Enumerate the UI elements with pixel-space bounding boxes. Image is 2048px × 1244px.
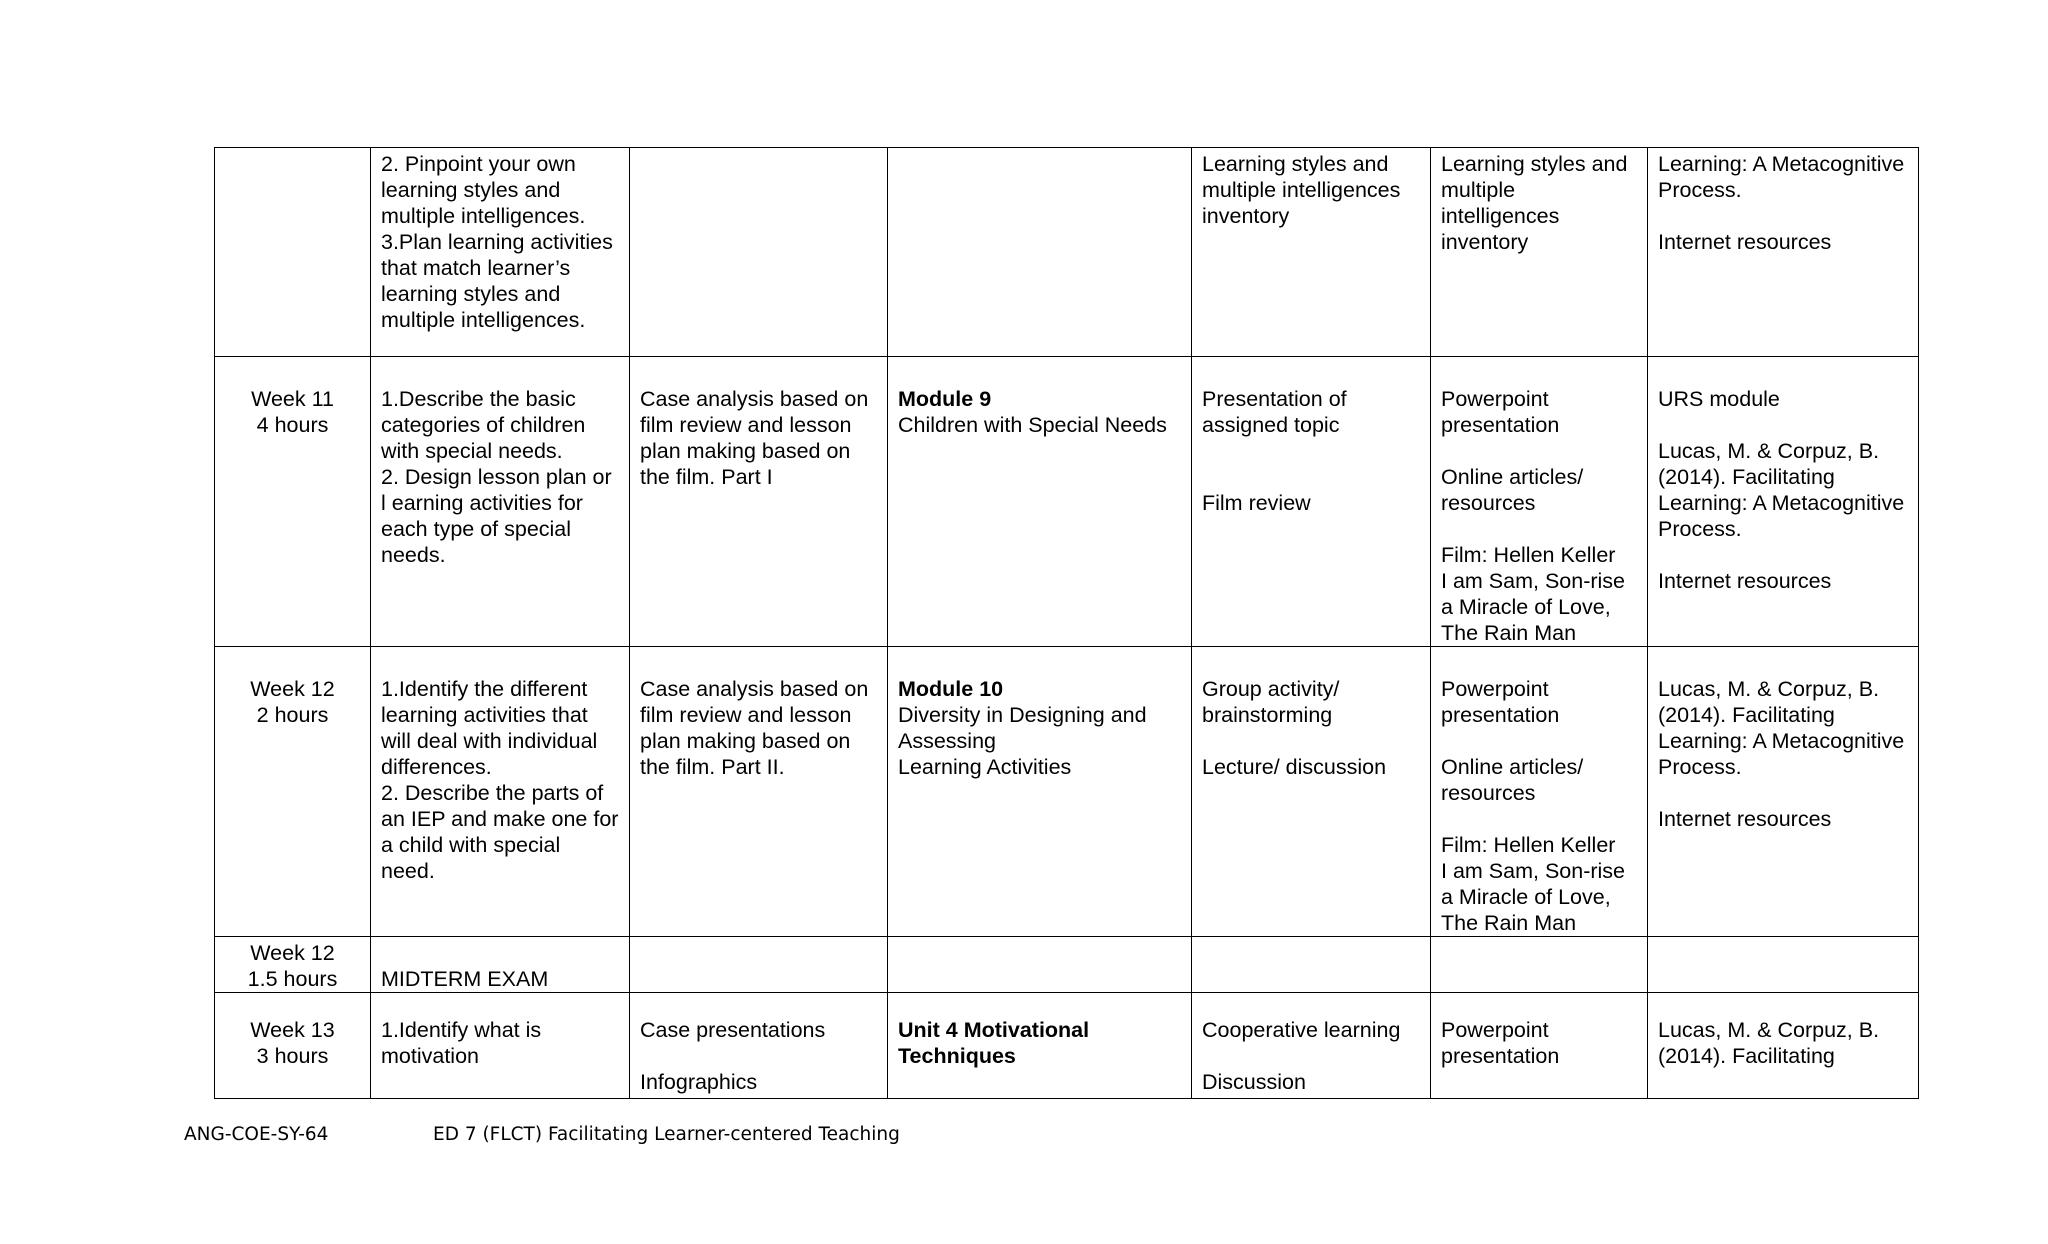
week-cell: Week 12 2 hours (215, 647, 371, 937)
materials-cell: Powerpoint presentation Online articles/ resources Film: Hellen Keller I am Sam, Son-rise a Miracle of Love, The Rain Man (1431, 647, 1648, 937)
footer-course-title: ED 7 (FLCT) Facilitating Learner-centered Teaching (433, 1124, 900, 1145)
objectives-cell: 1.Describe the basic categories of children with special needs. 2. Design lesson plan or l earning activities for each type of special needs. (371, 357, 630, 647)
table-row (215, 148, 1919, 357)
references-cell: Learning: A Metacognitive Process. Internet resources (1648, 148, 1919, 357)
topic-cell (888, 148, 1192, 357)
activities-cell: Learning styles and multiple intelligences inventory (1192, 148, 1431, 357)
week-cell: Week 11 4 hours (215, 357, 371, 647)
outcome-cell: Case analysis based on film review and lesson plan making based on the film. Part II. (630, 647, 888, 937)
activities-cell (1192, 937, 1431, 993)
topic-cell (888, 357, 1192, 647)
table-row (215, 993, 1919, 1099)
activities-cell: Cooperative learning Discussion (1192, 993, 1431, 1099)
table-row (215, 357, 1919, 647)
topic-cell (888, 937, 1192, 993)
objectives-cell: MIDTERM EXAM (371, 937, 630, 993)
materials-cell: Learning styles and multiple intelligences inventory (1431, 148, 1648, 357)
table-row (215, 937, 1919, 993)
syllabus-table (214, 147, 1919, 1099)
materials-cell: Powerpoint presentation Online articles/ resources Film: Hellen Keller I am Sam, Son-rise a Miracle of Love, The Rain Man (1431, 357, 1648, 647)
outcome-cell: Case analysis based on film review and lesson plan making based on the film. Part I (630, 357, 888, 647)
topic-title: Module 10 (898, 677, 1004, 701)
topic-title: Unit 4 Motivational Techniques (898, 1018, 1090, 1068)
week-cell: Week 13 3 hours (215, 993, 371, 1099)
topic-cell (888, 993, 1192, 1099)
objectives-cell: 1.Identify the different learning activities that will deal with individual differences. 2. Describe the parts of an IEP and make one for a child with special need. (371, 647, 630, 937)
footer-document-code: ANG-COE-SY-64 (184, 1124, 329, 1145)
outcome-cell: Case presentations Infographics (630, 993, 888, 1099)
references-cell: Lucas, M. & Corpuz, B. (2014). Facilitating (1648, 993, 1919, 1099)
references-cell (1648, 937, 1919, 993)
references-cell: URS module Lucas, M. & Corpuz, B. (2014). Facilitating Learning: A Metacognitive Process. Internet resources (1648, 357, 1919, 647)
outcome-cell (630, 937, 888, 993)
week-cell (215, 148, 371, 357)
materials-cell (1431, 937, 1648, 993)
materials-cell: Powerpoint presentation (1431, 993, 1648, 1099)
activities-cell: Group activity/ brainstorming Lecture/ discussion (1192, 647, 1431, 937)
outcome-cell (630, 148, 888, 357)
objectives-cell: 1.Identify what is motivation (371, 993, 630, 1099)
objectives-cell: 2. Pinpoint your own learning styles and multiple intelligences. 3.Plan learning activities that match learner’s learning styles and multiple intelligences. (371, 148, 630, 357)
topic-cell (888, 647, 1192, 937)
activities-cell: Presentation of assigned topic Film review (1192, 357, 1431, 647)
week-cell: Week 12 1.5 hours (215, 937, 371, 993)
topic-text: Children with Special Needs (898, 413, 1167, 437)
references-cell: Lucas, M. & Corpuz, B. (2014). Facilitating Learning: A Metacognitive Process. Internet resources (1648, 647, 1919, 937)
topic-text: Diversity in Designing and Assessing Learning Activities (898, 703, 1147, 779)
table-row (215, 647, 1919, 937)
topic-title: Module 9 (898, 387, 992, 411)
